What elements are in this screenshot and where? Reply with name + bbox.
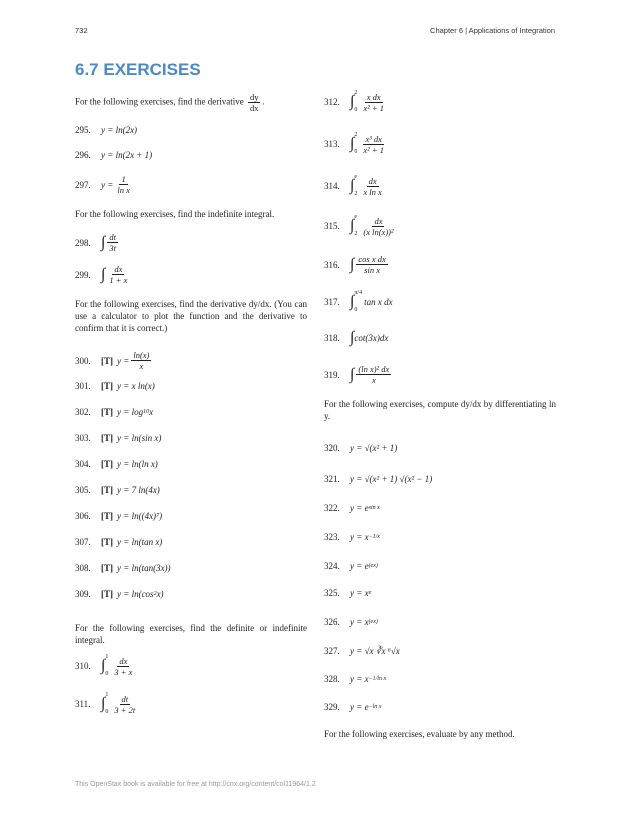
chapter-header: Chapter 6 | Applications of Integration	[430, 26, 555, 35]
exercise-324: 324. y = e (ex)	[324, 561, 378, 571]
exercise-306: 306. [T] y = ln((4x) 7 )	[75, 511, 163, 521]
intro-derivative: For the following exercises, find the derivative $\frac{dy}{dx}$ .	[75, 92, 265, 113]
integral-icon: ∫	[350, 135, 355, 152]
exercise-310: 310. ∫ 1 0 $\frac{dx}{3 + x}$	[75, 654, 133, 677]
integral-icon: ∫	[350, 293, 355, 310]
exercise-309: 309. [T] y = ln(cos 2 x)	[75, 589, 164, 599]
exercise-301: 301. [T] y = x ln(x)	[75, 381, 155, 391]
exercise-312: 312. ∫ 2 0 $\frac{\text{x dx}}{\text{x² + 1}}$	[324, 90, 384, 113]
exercise-307: 307. [T] y = ln(tan x)	[75, 537, 163, 547]
integral-icon: ∫	[350, 93, 355, 110]
exercise-308: 308. [T] y = ln(tan(3x))	[75, 563, 171, 573]
integral-icon: ∫	[101, 695, 106, 712]
exercise-311: 311. ∫ 1 0 $\frac{dt}{3 + 2t}$	[75, 692, 136, 715]
section-title: 6.7 EXERCISES	[75, 60, 201, 79]
intro-derivative-calc: For the following exercises, find the derivative dy/dx. (You can use a calculator to plot the function and the derivative to confirm that it is correct.)	[75, 299, 307, 333]
exercise-328: 328. y = x −1/ln x	[324, 674, 387, 684]
exercise-304: 304. [T] y = ln(ln x)	[75, 459, 158, 469]
page-number: 732	[75, 26, 88, 35]
exercise-322: 322. y = e sin x	[324, 503, 380, 513]
integral-icon: ∫	[101, 233, 106, 251]
integral-icon: ∫	[350, 217, 355, 234]
intro-definite: For the following exercises, find the definite or indefinite integral.	[75, 623, 307, 645]
intro-logdiff: For the following exercises, compute dy/dx by differentiating ln y.	[324, 399, 556, 421]
exercise-327: 327. y = √x ∛x ⁶√x	[324, 646, 400, 656]
exercise-317: 317. ∫ π/4 0 tan x dx	[324, 290, 393, 313]
integral-icon: ∫	[350, 177, 355, 194]
exercise-295: 295. y = ln(2x)	[75, 125, 138, 135]
exercise-300: 300. [T] y = $\frac{\ln(x)}{x}$	[75, 350, 150, 371]
exercise-316: 316. ∫ $\frac{\text{cos x dx}}{\text{sin x}}$	[324, 254, 386, 275]
footer: This OpenStax book is available for free at http://cnx.org/content/col11964/1.2	[75, 781, 316, 788]
exercise-299: 299. ∫ $\frac{dx}{1 + x}$	[75, 264, 128, 285]
integral-icon: ∫	[350, 329, 355, 346]
exercise-302: 302. [T] y = log 10 x	[75, 407, 154, 417]
exercise-319: 319. ∫ $\frac{\text{(ln x)² dx}}{x}$	[324, 364, 390, 385]
exercise-303: 303. [T] y = ln(sin x)	[75, 433, 162, 443]
exercise-323: 323. y = x −1/x	[324, 532, 380, 542]
exercise-297: 297. y = $\frac{1}{\text{ln x}}$	[75, 174, 130, 195]
integral-icon: ∫	[350, 365, 355, 383]
dydx-fraction: $\frac{dy}{dx}$	[249, 92, 259, 113]
exercise-305: 305. [T] y = 7 ln(4x)	[75, 485, 160, 495]
exercise-320: 320. y = √(x² + 1)	[324, 443, 398, 453]
exercise-296: 296. y = ln(2x + 1)	[75, 150, 153, 160]
exercise-314: 314. ∫ e 2 $\frac{dx}{\text{x ln x}}$	[324, 174, 382, 197]
exercise-321: 321. y = √(x² + 1) √(x² − 1)	[324, 474, 433, 484]
exercise-325: 325. y = x e	[324, 588, 372, 598]
intro-indefinite: For the following exercises, find the indefinite integral.	[75, 209, 275, 219]
exercise-318: 318. ∫ cot(3x)dx	[324, 329, 389, 346]
exercise-298: 298. ∫ $\frac{dt}{3t}$	[75, 232, 117, 253]
exercise-315: 315. ∫ e 2 $\frac{dx}{\text{(x ln(x))²}}$	[324, 214, 394, 237]
intro-any-method: For the following exercises, evaluate by any method.	[324, 729, 515, 739]
exercise-329: 329. y = e −ln x	[324, 702, 382, 712]
integral-icon: ∫	[101, 657, 106, 674]
exercise-326: 326. y = x (ex)	[324, 617, 378, 627]
integral-icon: ∫	[350, 255, 355, 273]
exercise-313: 313. ∫ 2 0 $\frac{\text{x³ dx}}{\text{x² + 1}}$	[324, 132, 384, 155]
integral-icon: ∫	[101, 265, 106, 283]
